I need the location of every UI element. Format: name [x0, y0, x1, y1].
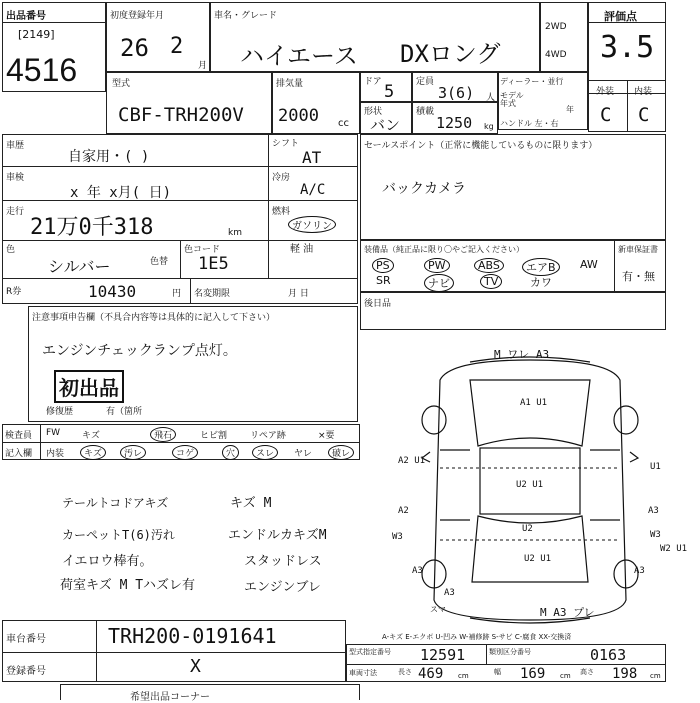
height-label: 高さ [580, 668, 594, 676]
insp-dirt: 汚レ [120, 445, 146, 460]
equip-pw: PW [424, 258, 450, 273]
shape-label: 形状 [364, 107, 383, 117]
insp-int-scratch: キズ [80, 445, 106, 460]
interior-value: C [638, 104, 650, 126]
equip-kawa: カワ [530, 276, 552, 289]
remark-1-left: テールトコドアキズ [62, 496, 169, 510]
equip-abs: ABS [474, 258, 504, 273]
mark-right-door-2: A3 [648, 506, 659, 516]
mark-front-bumper: M ワレ A3 [494, 348, 550, 361]
mark-left-fender: A2 U1 [398, 456, 426, 466]
mileage-label: 走行 [6, 207, 25, 217]
length-label: 長さ [398, 668, 412, 676]
drive-2wd: 2WD [545, 22, 567, 32]
repair-value: 有（箇所 [106, 407, 143, 417]
insp-tear: 破レ [328, 445, 354, 460]
rating-label: 評価点 [604, 10, 637, 23]
displacement-label: 排気量 [276, 79, 304, 89]
fuel-label: 燃料 [272, 207, 291, 217]
first-reg-year: 26 [120, 34, 149, 62]
mark-right-fender: U1 [650, 462, 661, 472]
load-label: 積載 [416, 107, 435, 117]
color-label: 色 [6, 245, 16, 255]
mark-right-door: W3 [650, 530, 661, 540]
model-value: CBF-TRH200V [118, 104, 244, 126]
equip-navi: ナビ [424, 274, 454, 292]
later-install-label: 後日品 [364, 299, 392, 309]
mark-roof: U2 U1 [516, 480, 544, 490]
remark-3-right: スタッドレス [244, 554, 322, 569]
dealer-label: ディーラー・並行 [500, 77, 564, 86]
shift-value: AT [302, 148, 322, 167]
insp-wear: ヤレ [294, 449, 312, 459]
insp-scratch: キズ [82, 431, 100, 441]
insp-repair: リペア跡 [250, 431, 286, 441]
insp-interior: 内装 [46, 449, 65, 459]
recycle-value: 10430 [88, 282, 137, 301]
doors-value: 5 [384, 82, 395, 102]
first-reg-label: 初度登録年月 [110, 11, 165, 21]
mark-rear-corner: A3 [444, 588, 455, 598]
capacity-unit: 人 [486, 93, 496, 103]
footer-box [60, 684, 360, 700]
name-change-value: 月 日 [288, 289, 309, 299]
car-name: ハイエース [240, 42, 358, 70]
reg-value: X [190, 656, 201, 677]
shape-value: バン [370, 116, 401, 134]
equip-aw: AW [580, 258, 598, 271]
reg-label: 登録番号 [6, 666, 46, 677]
mark-right-quarter: W2 U1 [660, 544, 688, 554]
equip-airbag: エアB [522, 258, 560, 276]
equip-sr: SR [376, 274, 391, 287]
inspection-value: x 年 x月( 日) [70, 185, 172, 201]
load-unit: kg [484, 122, 494, 131]
warranty-label: 新車保証書 [618, 245, 658, 254]
mark-rear-glass: U2 [522, 524, 533, 534]
inspector-label-1: 検査員 [5, 431, 33, 441]
remark-2-right: エンドルカキズM [228, 528, 327, 543]
car-name-label: 車名・グレード [214, 11, 278, 21]
drive-4wd: 4WD [545, 50, 567, 60]
recycle-unit: 円 [172, 289, 182, 299]
history-label: 車歴 [6, 141, 25, 151]
mark-right-rear: A3 [634, 566, 645, 576]
capacity-label: 定員 [416, 77, 435, 87]
insp-crack: ヒビ割 [200, 431, 228, 441]
model-year-label: モデル年式 [500, 91, 524, 108]
equip-ps: PS [372, 258, 394, 273]
mark-rear-panel: U2 U1 [524, 554, 552, 564]
notes-label: 注意事項申告欄（不具合内容等は具体的に記入して下さい） [32, 313, 276, 323]
insp-burn: コゲ [172, 445, 198, 460]
insp-chip: 飛石 [150, 427, 176, 442]
color-value: シルバー [48, 257, 111, 276]
warranty-value: 有・無 [622, 270, 655, 283]
color-no-label: 色替 [150, 257, 169, 267]
category-value: 0163 [590, 646, 627, 664]
first-listing-stamp: 初出品 [54, 370, 124, 403]
color-code-label: 色コード [184, 245, 221, 255]
legend-text: A-キズ E-エクボ U-凹み W-補修跡 S-サビ C-腐食 XX-交換済 [382, 633, 572, 641]
remark-3-left: イエロウ棒有。 [62, 554, 153, 569]
length-unit: cm [458, 672, 469, 680]
lot-id: [2149] [18, 28, 55, 41]
chassis-value: TRH200-0191641 [108, 624, 277, 648]
mark-rear-bumper: M A3 プレ [540, 606, 595, 619]
exterior-label: 外装 [596, 87, 615, 97]
equipment-label: 装備品（純正品に限り〇やご記入ください） [364, 245, 524, 254]
designated-value: 12591 [420, 646, 466, 664]
height-unit: cm [650, 672, 661, 680]
width-label: 幅 [494, 668, 501, 676]
remark-4-left: 荷室キズ M Tハズレ有 [60, 578, 196, 593]
lot-number: 4516 [6, 52, 78, 88]
insp-hole: 穴 [222, 445, 239, 460]
equip-tv: TV [480, 274, 502, 289]
ac-value: A/C [300, 182, 326, 198]
color-code-value: 1E5 [198, 254, 229, 274]
remark-1-right: キズ M [230, 496, 272, 511]
model-year-unit: 年 [566, 105, 574, 114]
displacement-value: 2000 [278, 106, 319, 126]
mark-hood: A1 U1 [520, 398, 548, 408]
insp-rub: スレ [252, 445, 278, 460]
lot-label: 出品番号 [6, 11, 46, 22]
mark-left-rear: A3 [412, 566, 423, 576]
load-value: 1250 [436, 114, 473, 132]
repair-label: 修復歴 [46, 407, 74, 417]
remark-2-left: カーペットT(6)汚れ [62, 528, 175, 542]
width-unit: cm [560, 672, 571, 680]
inspection-label: 車検 [6, 173, 25, 183]
handle-label: ハンドル 左・右 [500, 119, 559, 128]
ac-label: 冷房 [272, 173, 291, 183]
name-change-label: 名変期限 [194, 289, 231, 299]
fuel-gas: ガソリン [288, 216, 336, 233]
first-reg-unit: 月 [198, 61, 208, 71]
designated-label: 型式指定番号 [349, 648, 391, 656]
exterior-value: C [600, 104, 612, 126]
remark-4-right: エンジンブレ [244, 580, 321, 595]
insp-fw: FW [46, 428, 61, 438]
sales-point-value: バックカメラ [382, 181, 466, 197]
mileage-unit: km [228, 228, 242, 238]
size-label: 車両寸法 [349, 669, 377, 677]
mark-left-door-2: W3 [392, 532, 403, 542]
car-grade: DXロング [400, 40, 501, 68]
mark-left-door-1: A2 [398, 506, 409, 516]
shift-label: シフト [272, 139, 300, 149]
recycle-label: R券 [6, 287, 22, 297]
insp-replace: ×要 [318, 431, 335, 441]
model-label: 型式 [112, 79, 131, 89]
mileage-value: 21万0千318 [30, 215, 154, 240]
mark-rear-left-small: スマ [430, 605, 446, 614]
first-reg-month: 2 [170, 34, 184, 59]
category-label: 類別区分番号 [489, 648, 531, 656]
inspector-label-2: 記入欄 [5, 449, 33, 459]
width-value: 169 [520, 666, 546, 682]
footer-text: 希望出品コーナー [130, 692, 210, 703]
sales-point-label: セールスポイント（正常に機能しているものに限ります） [364, 141, 598, 151]
history-value: 自家用・( ) [68, 149, 150, 165]
height-value: 198 [612, 666, 638, 682]
displacement-unit: cc [338, 118, 349, 129]
notes-value: エンジンチェックランプ点灯。 [42, 343, 237, 359]
length-value: 469 [418, 666, 444, 682]
doors-label: ドア [364, 77, 382, 87]
interior-label: 内装 [634, 87, 653, 97]
capacity-value: 3(6) [438, 84, 475, 102]
rating-value: 3.5 [600, 30, 655, 65]
fuel-diesel: 軽 油 [290, 244, 314, 255]
chassis-label: 車台番号 [6, 634, 46, 645]
